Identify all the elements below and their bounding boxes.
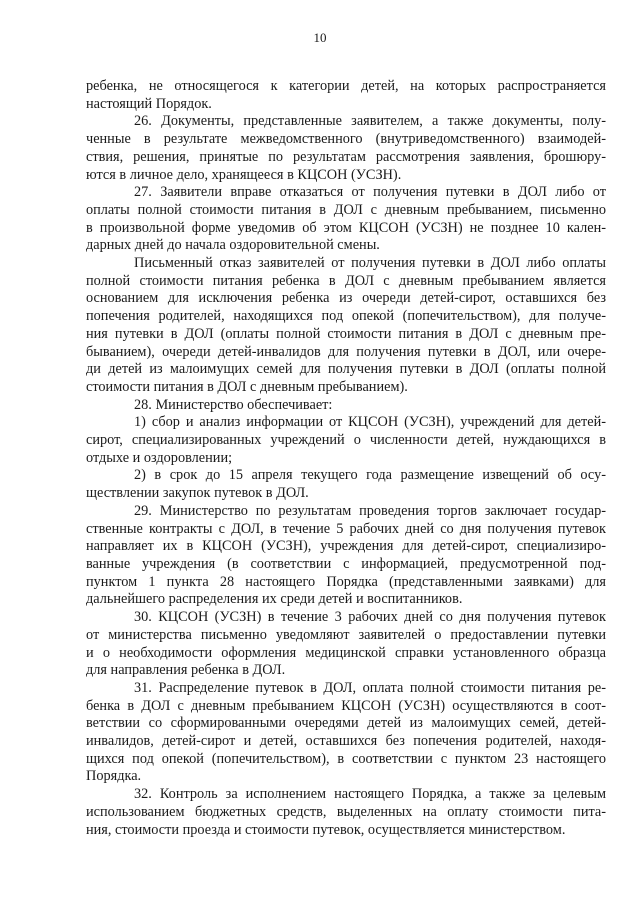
text-line: от министерства письменно уведомляют заявителей о предоставлении путевки — [86, 626, 606, 643]
text-line: ствия, решения, принятые по результатам рассмотрения заявления, брошюру- — [86, 148, 606, 165]
text-line: стоимости питания в ДОЛ с дневным пребыванием). — [86, 378, 408, 395]
text-line: использованием бюджетных средств, выделенных на оплату стоимости пита- — [86, 803, 606, 820]
text-line: ченные в результате межведомственного (внутриведомственного) взаимодей- — [86, 131, 606, 148]
text-line: ственные контракты с ДОЛ, в течение 5 рабочих дней со дня получения путевок — [86, 520, 606, 537]
text-line: ния, стоимости проезда и стоимости путевок, осуществляется министерством. — [86, 821, 566, 838]
text-line: бенка в ДОЛ с дневным пребыванием КЦСОН (УСЗН) осуществляются в соот- — [86, 697, 606, 714]
paragraph-p32 — [86, 786, 606, 839]
paragraph-p28 — [86, 397, 606, 415]
text-line: ванные учреждения (в соответствии с информацией, предусмотренной под- — [86, 555, 606, 572]
paragraph-p31 — [86, 680, 606, 786]
text-line: ребенка, не относящегося к категории детей, на которых распространяется — [86, 78, 606, 94]
paragraph-p29 — [86, 503, 606, 609]
text-line: и о необходимости оформления медицинской справки установленного образца — [86, 644, 606, 661]
text-line: 26. Документы, представленные заявителем, а также документы, полу- — [134, 113, 606, 130]
text-line: ществлении закупок путевок в ДОЛ. — [86, 485, 309, 502]
text-line: дарных дней до начала оздоровительной смены. — [86, 237, 380, 254]
text-line: 28. Министерство обеспечивает: — [134, 396, 333, 413]
text-line: ветствии со сформированными очередями детей из малоимущих семей, детей- — [86, 715, 606, 732]
text-line: 31. Распределение путевок в ДОЛ, оплата полной стоимости питания ре- — [134, 679, 606, 696]
paragraph-p27b — [86, 255, 606, 397]
text-line: сирот, специализированных учреждений о численности детей, нуждающихся в — [86, 432, 606, 449]
text-line: 29. Министерство по результатам проведения торгов заключает государ- — [134, 502, 606, 519]
text-line: Письменный отказ заявителей от получения путевки в ДОЛ либо оплаты — [134, 255, 606, 272]
text-line: инвалидов, детей-сирот и детей, оставшихся без попечения родителей, находя- — [86, 733, 606, 750]
text-line: ются в личное дело, хранящееся в КЦСОН (УСЗН). — [86, 166, 402, 183]
text-line: дальнейшего распределения их среди детей и воспитанников. — [86, 591, 463, 608]
text-line: для направления ребенка в ДОЛ. — [86, 662, 286, 679]
text-line: основанием для исключения ребенка из очереди детей-сирот, оставшихся без — [86, 290, 606, 307]
paragraph-p28-1 — [86, 414, 606, 467]
text-line: в произвольной форме уведомив об этом КЦСОН (УСЗН) не позднее 10 кален- — [86, 219, 606, 236]
paragraph-p30 — [86, 609, 606, 680]
text-line: быванием), очереди детей-инвалидов для получения путевки в ДОЛ, или очере- — [86, 343, 606, 360]
document-body — [86, 78, 606, 839]
paragraph-p27 — [86, 184, 606, 255]
paragraph-p28-2 — [86, 467, 606, 502]
text-line: Порядка. — [86, 768, 142, 785]
text-line: направляет их в КЦСОН (УСЗН), учреждения для детей-сирот, специализиро- — [86, 538, 606, 555]
text-line: пунктом 1 пункта 28 настоящего Порядка (представленными заявками) для — [86, 573, 606, 590]
paragraph-p26 — [86, 113, 606, 184]
text-line: 30. КЦСОН (УСЗН) в течение 3 рабочих дней со дня получения путевок — [134, 609, 606, 626]
text-line: ния путевки в ДОЛ (оплаты полной стоимости питания в ДОЛ с дневным пре- — [86, 325, 606, 342]
text-line: 27. Заявители вправе отказаться от получения путевки в ДОЛ либо от — [134, 184, 606, 201]
text-line: 2) в срок до 15 апреля текущего года размещение извещений об осу- — [134, 467, 606, 484]
text-line: щихся под опекой (попечительством), в соответствии с пунктом 23 настоящего — [86, 750, 606, 767]
text-line: попечения родителей, находящихся под опекой (попечительством), для получе- — [86, 308, 606, 325]
text-line: настоящий Порядок. — [86, 95, 212, 112]
text-line: оплаты полной стоимости питания в ДОЛ с дневным пребыванием, письменно — [86, 201, 606, 218]
text-line: полной стоимости питания ребенка в ДОЛ с дневным пребыванием является — [86, 272, 606, 289]
text-line: ди детей из малоимущих семей для получения путевки в ДОЛ (оплаты полной — [86, 361, 606, 378]
text-line: 32. Контроль за исполнением настоящего Порядка, а также за целевым — [134, 786, 606, 803]
text-line: отдыхе и оздоровлении; — [86, 449, 233, 466]
page-number: 10 — [313, 30, 327, 45]
text-line: 1) сбор и анализ информации от КЦСОН (УСЗН), учреждений для детей- — [134, 414, 606, 431]
paragraph-p-cont — [86, 78, 606, 113]
